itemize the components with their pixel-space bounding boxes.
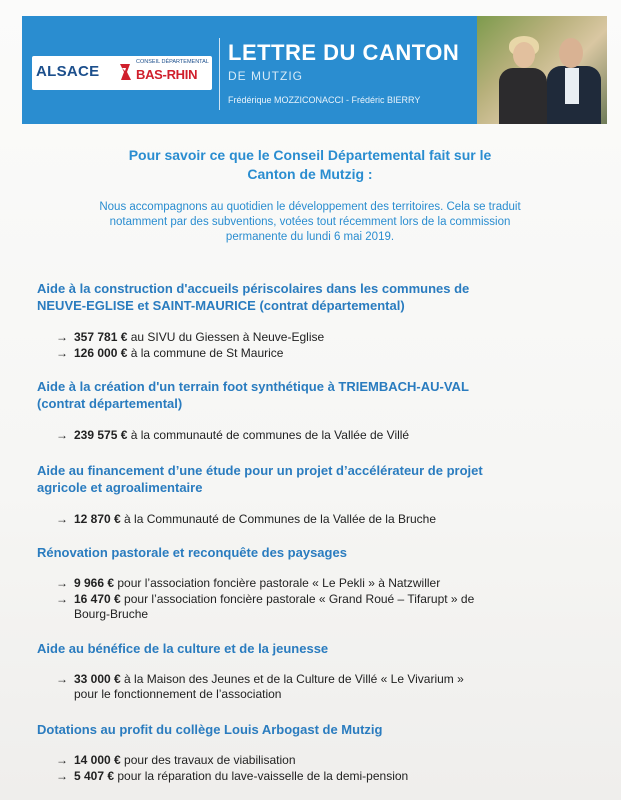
intro-line-2: notamment par des subventions, votées tout récemment lors de la commission — [109, 216, 511, 228]
authors-line: Frédérique MOZZICONACCI - Frédéric BIERRY — [228, 95, 421, 105]
funding-item — [56, 512, 596, 527]
section-title-periscolaire — [37, 280, 597, 314]
funding-item — [56, 753, 596, 768]
section-title-foot — [37, 378, 597, 412]
section-title-etude — [37, 462, 597, 496]
newsletter-title: LETTRE DU CANTON — [228, 40, 460, 65]
intro-paragraph — [62, 200, 558, 245]
section-title-line: Dotations au profit du collège Louis Arbogast de Mutzig — [37, 722, 383, 737]
person-a-body — [499, 68, 547, 124]
intro-line-1: Nous accompagnons au quotidien le développement des territoires. Cela se traduit — [99, 201, 521, 213]
person-b-head — [559, 38, 583, 68]
funding-amount: 9 966 € — [74, 576, 115, 590]
arrow-icon: → — [56, 330, 68, 344]
funding-description: pour la réparation du lave-vaisselle de la demi-pension — [114, 769, 409, 783]
intro-line-3: permanente du lundi 6 mai 2019. — [225, 231, 395, 243]
lead-line-2: Canton de Mutzig : — [247, 166, 373, 182]
section-title-line: Aide au financement d’une étude pour un projet d’accélérateur de projet — [37, 463, 483, 478]
arrow-icon: → — [56, 346, 68, 360]
funding-item — [56, 769, 596, 784]
funding-description: à la communauté de communes de la Vallée de Villé — [127, 428, 410, 442]
section-title-pastorale — [37, 544, 597, 561]
funding-description: à la commune de St Maurice — [127, 346, 284, 360]
newsletter-subtitle: DE MUTZIG — [228, 69, 303, 83]
councillors-photo — [477, 16, 607, 124]
section-title-line: NEUVE-EGLISE et SAINT-MAURICE (contrat départemental) — [37, 298, 405, 313]
arrow-icon: → — [56, 769, 68, 783]
arrow-icon: → — [56, 512, 68, 526]
funding-amount: 239 575 € — [74, 428, 128, 442]
section-title-culture — [37, 640, 597, 657]
funding-description: au SIVU du Giessen à Neuve-Eglise — [127, 330, 325, 344]
lead-line-1: Pour savoir ce que le Conseil Départemental fait sur le — [128, 147, 492, 163]
section-title-line: Aide au bénéfice de la culture et de la jeunesse — [37, 641, 329, 656]
funding-description: pour l’association foncière pastorale « Le Pekli » à Natzwiller — [114, 576, 441, 590]
funding-description-cont: Bourg-Bruche — [74, 607, 149, 621]
bas-rhin-logo-icon — [117, 62, 133, 82]
funding-item — [56, 592, 596, 622]
funding-amount: 357 781 € — [74, 330, 128, 344]
funding-description: pour l’association foncière pastorale « Grand Roué – Tifarupt » de — [120, 592, 475, 606]
funding-item — [56, 346, 596, 361]
lead-heading — [60, 146, 560, 184]
header-banner — [22, 16, 607, 124]
section-title-college — [37, 721, 597, 738]
section-title-line: Aide à la création d'un terrain foot synthétique à TRIEMBACH-AU-VAL — [37, 379, 469, 394]
section-title-line: (contrat départemental) — [37, 396, 183, 411]
funding-description: à la Communauté de Communes de la Vallée de la Bruche — [120, 512, 437, 526]
funding-description: à la Maison des Jeunes et de la Culture de Villé « Le Vivarium » — [120, 672, 464, 686]
section-title-line: agricole et agroalimentaire — [37, 480, 203, 495]
person-a-head — [513, 42, 535, 68]
alsace-logo-text: ALSACE — [36, 63, 100, 80]
funding-amount: 5 407 € — [74, 769, 115, 783]
funding-amount: 33 000 € — [74, 672, 121, 686]
funding-item — [56, 576, 596, 591]
arrow-icon: → — [56, 592, 68, 606]
arrow-icon: → — [56, 672, 68, 686]
section-title-line: Rénovation pastorale et reconquête des paysages — [37, 545, 347, 560]
funding-item — [56, 428, 596, 443]
funding-amount: 126 000 € — [74, 346, 128, 360]
conseil-departemental-text: CONSEIL DÉPARTEMENTAL — [136, 59, 209, 65]
section-title-line: Aide à la construction d'accueils périscolaires dans les communes de — [37, 281, 470, 296]
funding-description-cont: pour le fonctionnement de l’association — [74, 687, 282, 701]
funding-description: pour des travaux de viabilisation — [120, 753, 296, 767]
funding-item — [56, 672, 596, 702]
funding-amount: 12 870 € — [74, 512, 121, 526]
arrow-icon: → — [56, 753, 68, 767]
funding-amount: 14 000 € — [74, 753, 121, 767]
person-b-shirt — [565, 68, 579, 104]
arrow-icon: → — [56, 428, 68, 442]
arrow-icon: → — [56, 576, 68, 590]
funding-amount: 16 470 € — [74, 592, 121, 606]
header-divider — [219, 38, 220, 110]
funding-item — [56, 330, 596, 345]
bas-rhin-logo-text: BAS-RHIN — [136, 67, 198, 82]
